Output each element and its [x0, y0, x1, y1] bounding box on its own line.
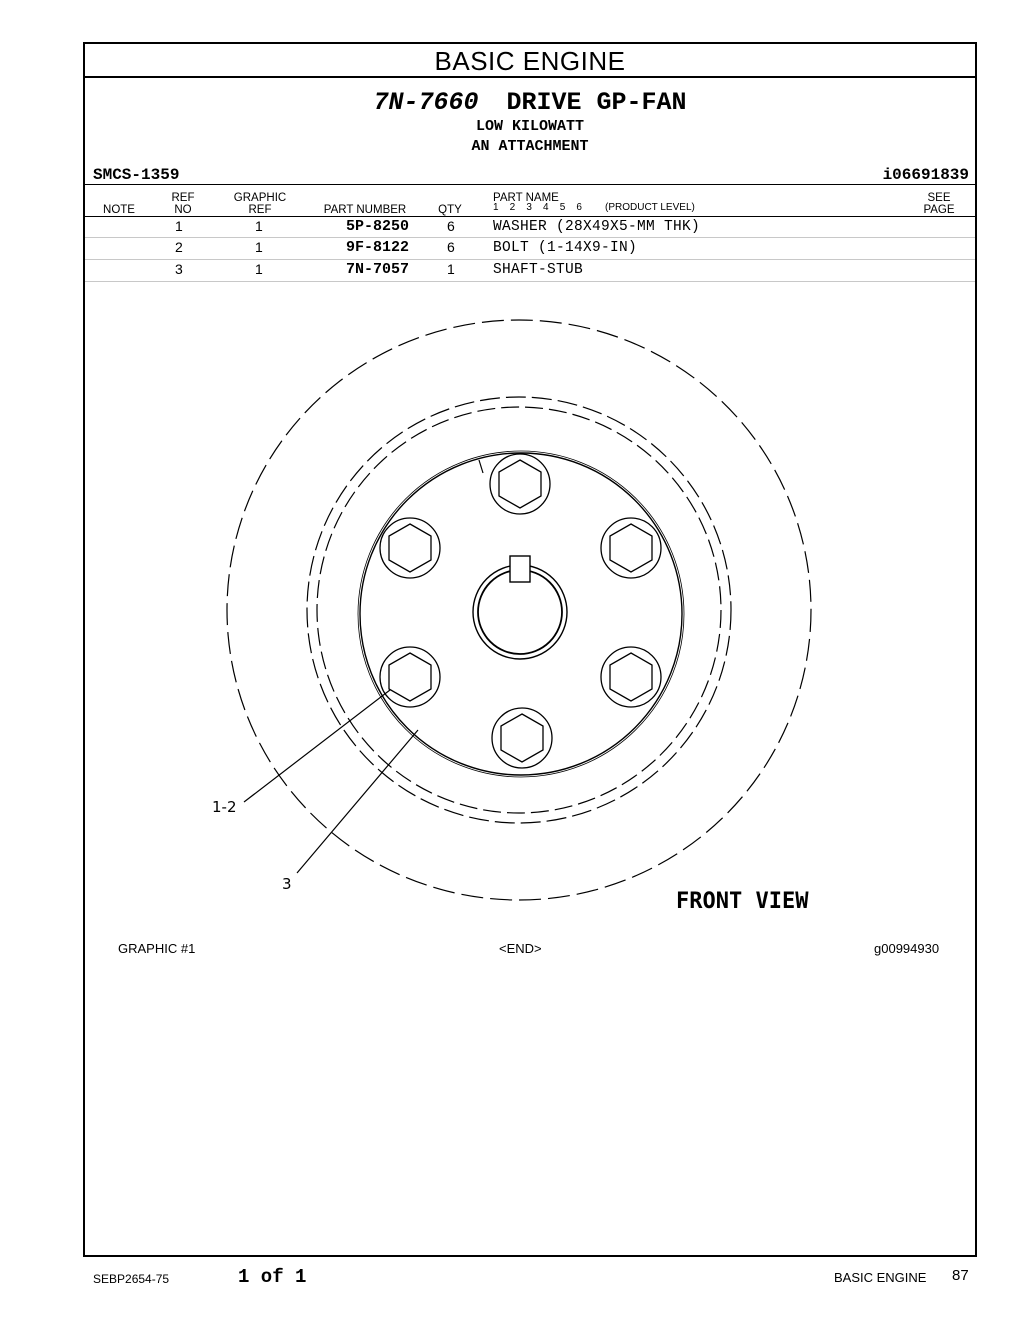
col-ref-no-line2: NO — [174, 204, 192, 216]
col-ref-no-line1: REF — [171, 192, 195, 204]
row-ref-no: 1 — [175, 218, 183, 234]
col-qty: QTY — [438, 204, 462, 216]
bolt-head-upper-right — [601, 518, 661, 578]
col-product-level-label: (PRODUCT LEVEL) — [605, 202, 695, 213]
col-note: NOTE — [103, 204, 135, 216]
row-graphic-ref: 1 — [255, 239, 263, 255]
group-name: DRIVE GP-FAN — [506, 88, 687, 117]
row-ref-no: 3 — [175, 261, 183, 277]
shaft-keyway — [510, 556, 530, 582]
subtitle-2: AN ATTACHMENT — [471, 138, 589, 155]
leader-line-1-2 — [244, 690, 390, 802]
col-product-levels: 1 2 3 4 5 6 — [493, 202, 582, 213]
row-ref-no: 2 — [175, 239, 183, 255]
end-marker: <END> — [499, 941, 542, 956]
col-part-number: PART NUMBER — [323, 204, 407, 216]
view-label: FRONT VIEW — [676, 889, 809, 914]
row-qty: 1 — [447, 261, 455, 277]
row-part-number: 7N-7057 — [346, 261, 410, 278]
col-part-name: PART NAME — [493, 192, 559, 204]
callout-3: 3 — [282, 875, 292, 893]
document-number: SEBP2654-75 — [93, 1272, 170, 1286]
row-graphic-ref: 1 — [255, 261, 263, 277]
subtitle-1: LOW KILOWATT — [475, 118, 585, 135]
bolt-head-bottom — [492, 708, 552, 768]
row-part-number: 9F-8122 — [346, 239, 410, 256]
callout-1-2: 1-2 — [212, 798, 237, 816]
row-part-name: BOLT (1-14X9-IN) — [493, 240, 638, 256]
graphic-number: GRAPHIC #1 — [118, 941, 196, 956]
col-see-page-line1: SEE — [927, 192, 951, 204]
bolt-head-top — [490, 454, 550, 514]
bolt-head-upper-left — [380, 518, 440, 578]
page-count: 1 of 1 — [238, 1266, 307, 1288]
illustration-id: i06691839 — [882, 166, 969, 184]
row-qty: 6 — [447, 239, 455, 255]
col-graphic-ref-line2: REF — [248, 204, 272, 216]
row-part-name: SHAFT-STUB — [493, 262, 584, 278]
flange-tick-mark — [479, 460, 483, 473]
group-number: 7N-7660 — [373, 88, 479, 117]
row-graphic-ref: 1 — [255, 218, 263, 234]
row-part-name: WASHER (28X49X5-MM THK) — [493, 219, 701, 235]
row-qty: 6 — [447, 218, 455, 234]
col-see-page-line2: PAGE — [923, 204, 955, 216]
smcs-code: SMCS-1359 — [93, 166, 180, 184]
col-graphic-ref-line1: GRAPHIC — [233, 192, 287, 204]
section-title: BASIC ENGINE — [85, 44, 975, 78]
graphic-id: g00994930 — [874, 941, 940, 956]
bolt-head-lower-right — [601, 647, 661, 707]
row-part-number: 5P-8250 — [346, 218, 410, 235]
middle-hub-outline-b — [317, 407, 721, 813]
page-number: 87 — [952, 1267, 969, 1284]
footer-section: BASIC ENGINE — [834, 1270, 927, 1285]
bolt-head-lower-left — [380, 647, 440, 707]
stub-shaft-flange — [360, 453, 682, 775]
